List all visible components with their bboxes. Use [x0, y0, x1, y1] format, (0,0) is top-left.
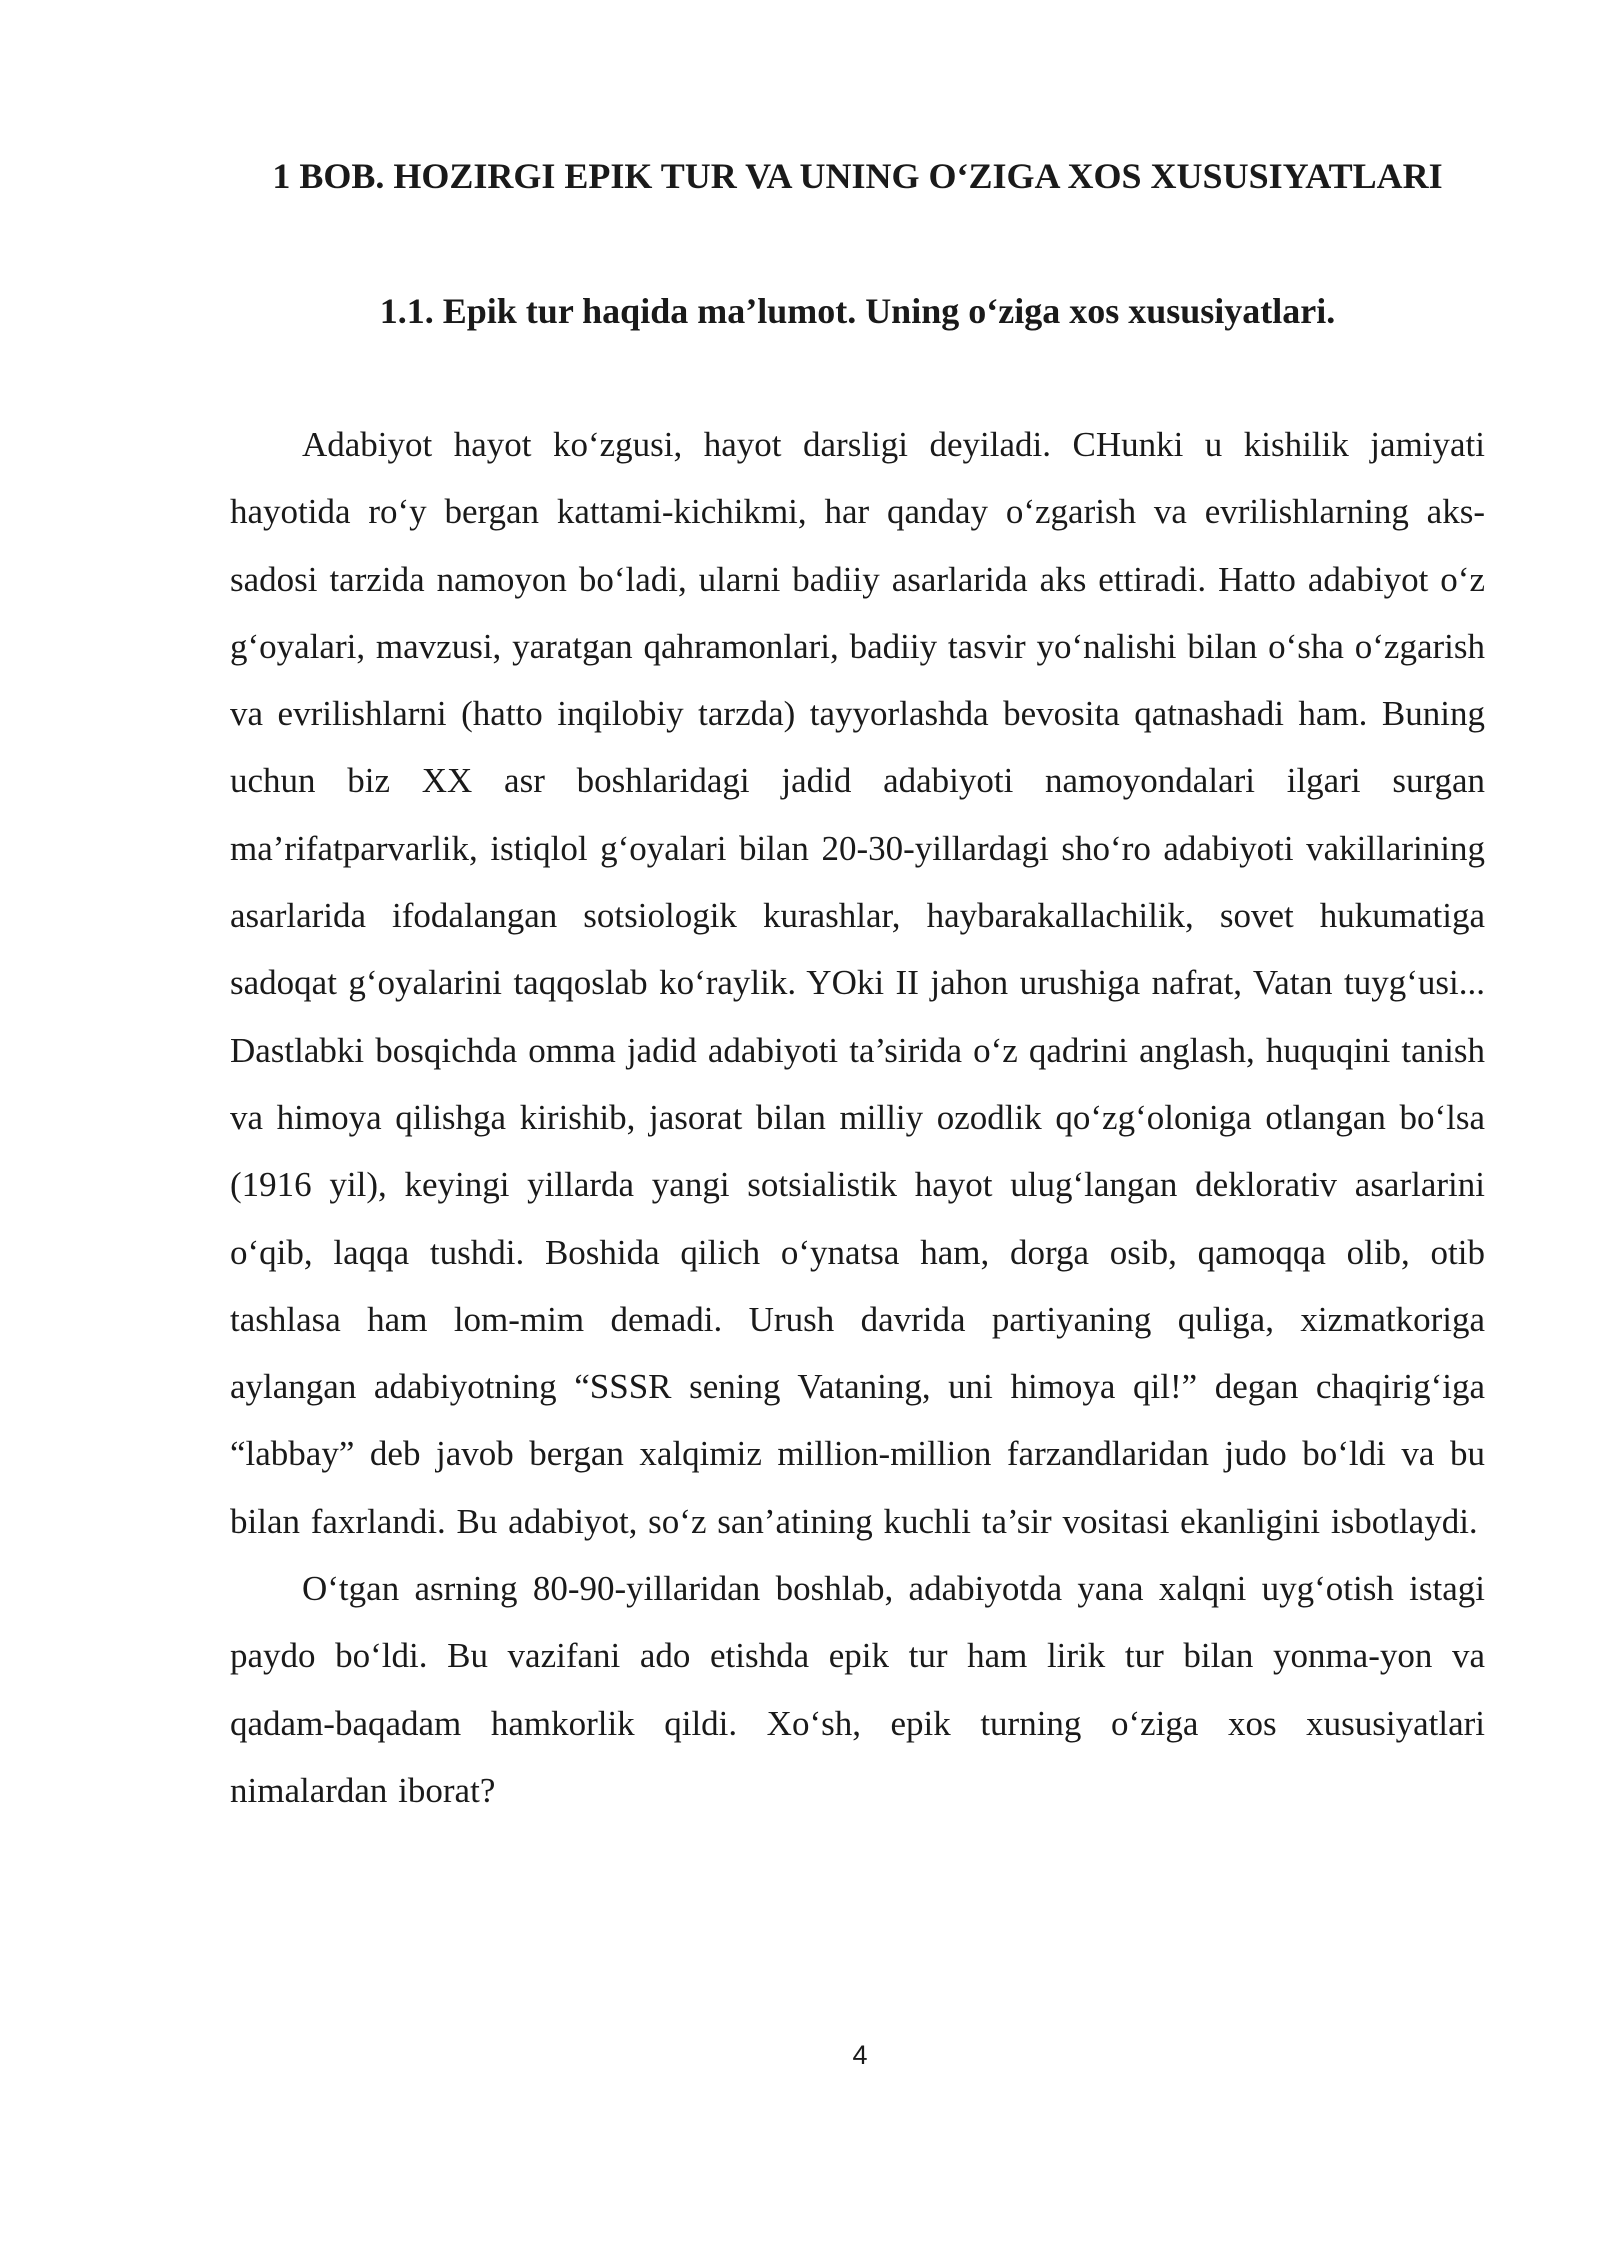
chapter-title: 1 BOB. HOZIRGI EPIK TUR VA UNING O‘ZIGA XOS XUSUSIYATLARI: [272, 156, 1443, 196]
paragraph: Adabiyot hayot ko‘zgusi, hayot darsligi deyiladi. CHunki u kishilik jamiyati hayotida ro‘y bergan kattami-kichikmi, har qanday o‘zgarish va evrilishlarning aks-sadosi tarzida namoyon bo‘ladi, ularni badiiy asarlarida aks ettiradi. Hatto adabiyot o‘z g‘oyalari, mavzusi, yaratgan qahramonlari, badiiy tasvir yo‘nalishi bilan o‘sha o‘zgarish va evrilishlarni (hatto inqilobiy tarzda) tayyorlashda bevosita qatnashadi ham. Buning uchun biz XX asr boshlaridagi jadid adabiyoti namoyondalari ilgari surgan ma’rifatparvarlik, istiqlol g‘oyalari bilan 20-30-yillardagi sho‘ro adabiyoti vakillarining asarlarida ifodalangan sotsiologik kurashlar, haybarakallachilik, sovet hukumatiga sadoqat g‘oyalarini taqqoslab ko‘raylik. YOki II jahon urushiga nafrat, Vatan tuyg‘usi... Dastlabki bosqichda omma jadid adabiyoti ta’sirida o‘z qadrini anglash, huquqini tanish va himoya qilishga kirishib, jasorat bilan milliy ozodlik qo‘zg‘oloniga otlangan bo‘lsa (1916 yil), keyingi yillarda yangi sotsialistik hayot ulug‘langan deklorativ asarlarini o‘qib, laqqa tushdi. Boshida qilich o‘ynatsa ham, dorga osib, qamoqqa olib, otib tashlasa ham lom-mim demadi. Urush davrida partiyaning quliga, xizmatkoriga aylangan adabiyotning “SSSR sening Vataning, uni himoya qil!” degan chaqirig‘iga “labbay” deb javob bergan xalqimiz million-million farzandlaridan judo bo‘ldi va bu bilan faxrlandi. Bu adabiyot, so‘z san’atining kuchli ta’sir vositasi ekanligini isbotlaydi.: [230, 425, 1485, 1541]
section-title: 1.1. Epik tur haqida ma’lumot. Uning o‘ziga xos xususiyatlari.: [379, 291, 1336, 331]
paragraph: O‘tgan asrning 80-90-yillaridan boshlab, adabiyotda yana xalqni uyg‘otish istagi paydo bo‘ldi. Bu vazifani ado etishda epik tur ham lirik tur bilan yonma-yon va qadam-baqadam hamkorlik qildi. Xo‘sh, epik turning o‘ziga xos xususiyatlari nimalardan iborat?: [230, 1569, 1485, 1810]
body-text: [230, 411, 1485, 1824]
page-number: 4: [852, 2040, 868, 2070]
